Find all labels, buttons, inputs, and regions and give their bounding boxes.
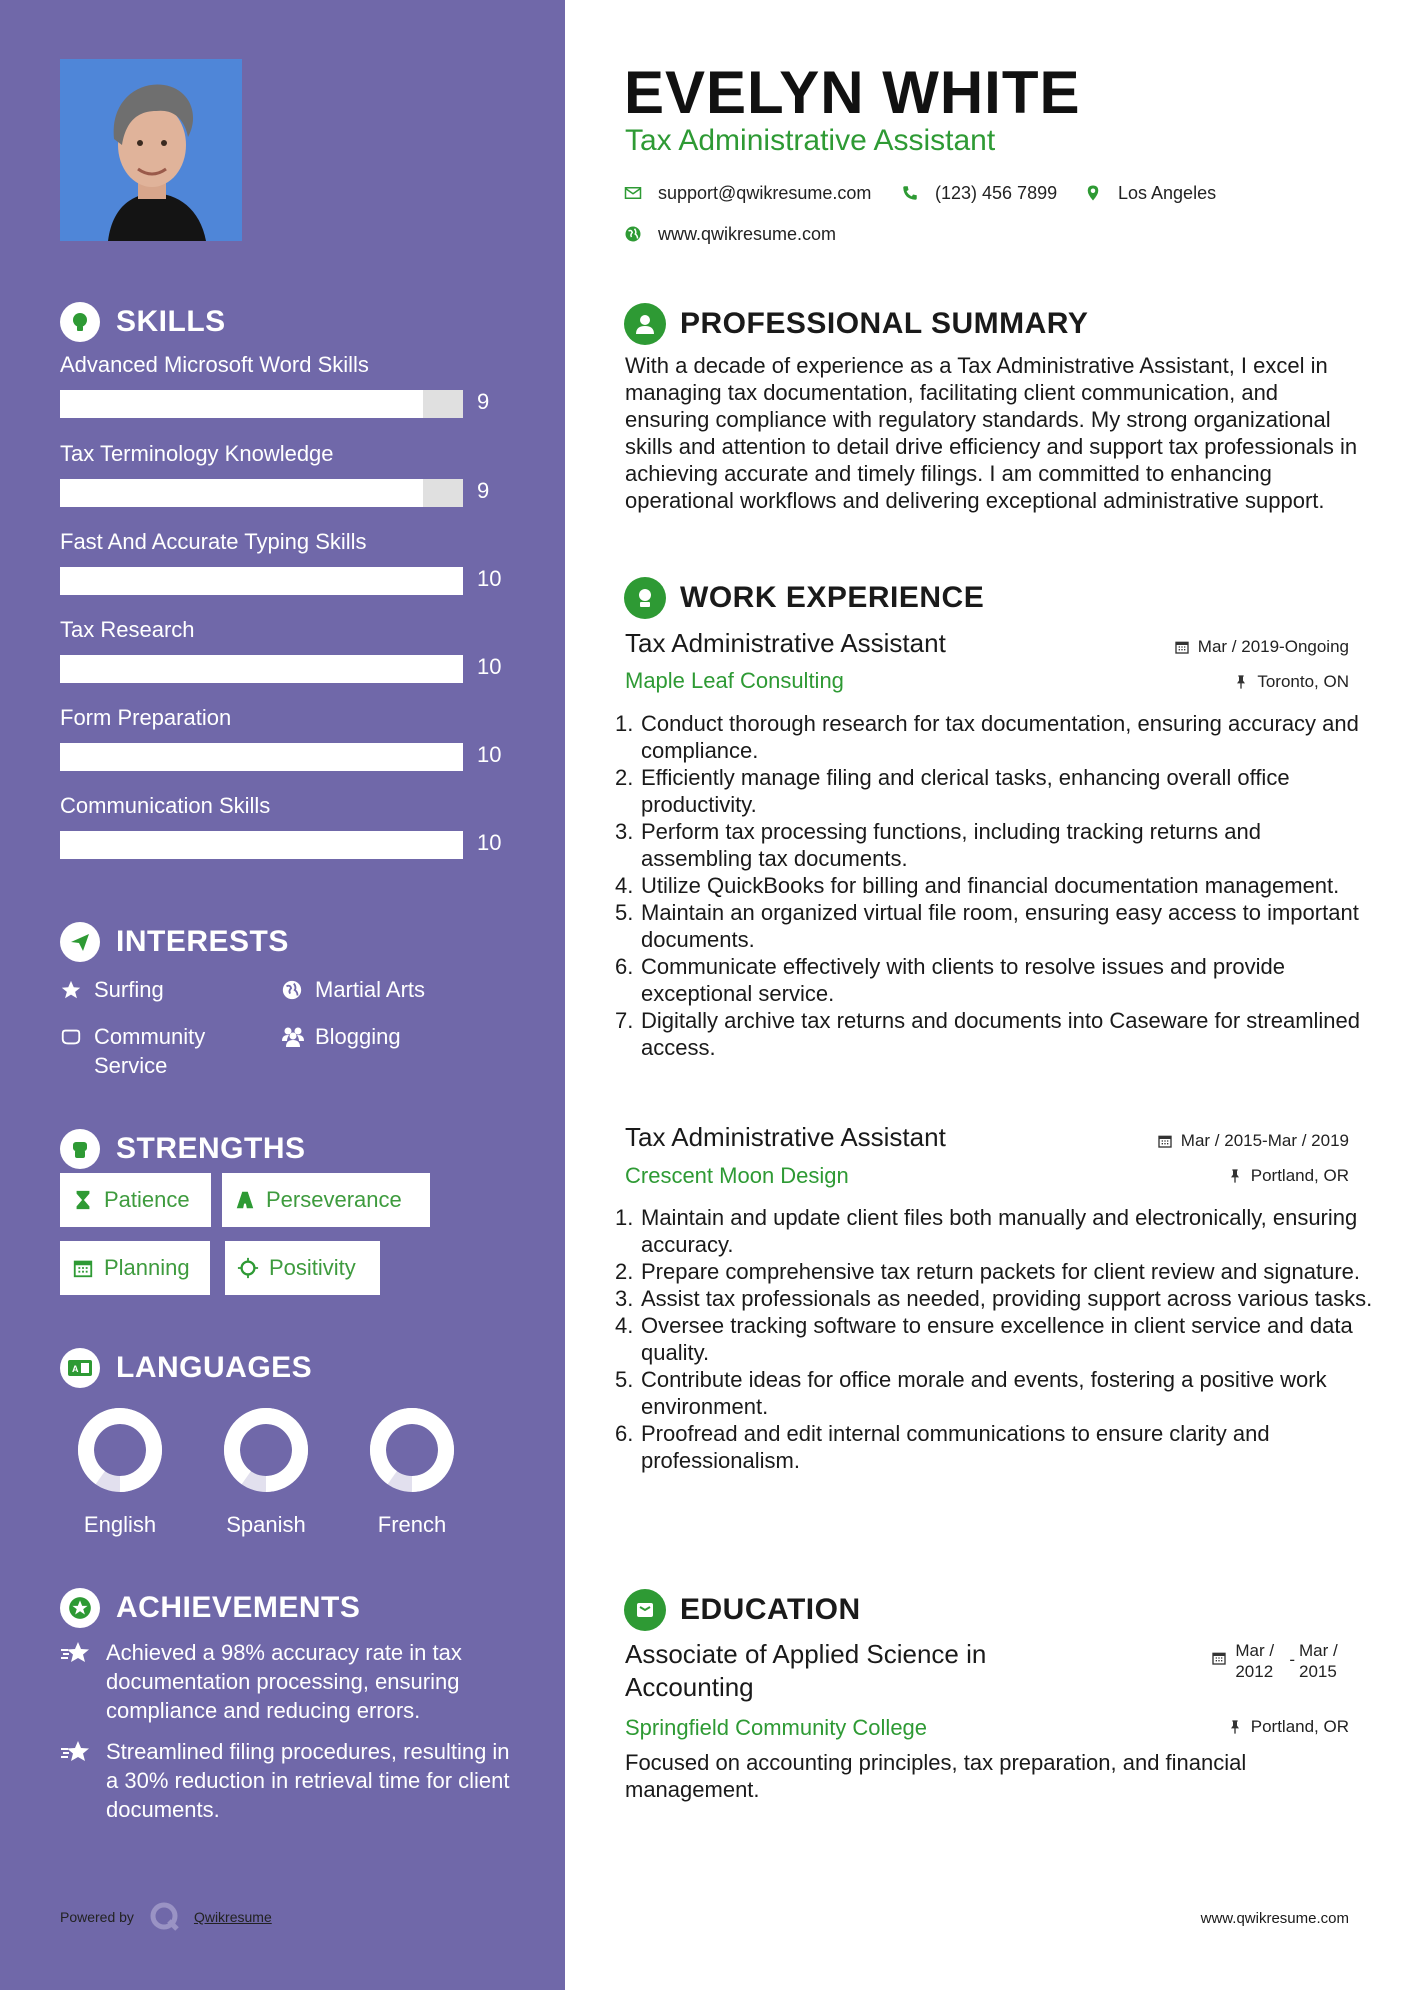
contact-website[interactable] bbox=[624, 222, 836, 246]
star-badge-icon bbox=[60, 1737, 92, 1766]
language-donut bbox=[70, 1400, 170, 1500]
bullet-number: 6. bbox=[615, 1421, 634, 1446]
skills-title: SKILLS bbox=[116, 305, 226, 338]
candidate-name: EVELYN WHITE bbox=[624, 59, 1081, 126]
contact-email[interactable] bbox=[624, 181, 871, 205]
job-dates-text: Mar / 2015-Mar / 2019 bbox=[1180, 1131, 1349, 1150]
powered-by bbox=[60, 1900, 272, 1934]
job-bullet bbox=[615, 1312, 1375, 1366]
experience-heading bbox=[624, 576, 984, 620]
paper-plane-icon bbox=[60, 922, 100, 962]
bullet-number: 1. bbox=[615, 1205, 634, 1230]
interests-title: INTERESTS bbox=[116, 925, 289, 958]
job-bullet bbox=[615, 953, 1375, 1007]
star-badge-icon bbox=[60, 1638, 92, 1667]
job-bullet bbox=[615, 1258, 1375, 1285]
experience-title: WORK EXPERIENCE bbox=[680, 581, 985, 614]
lightbulb-icon bbox=[60, 302, 100, 342]
education-start: Mar / 2012 bbox=[1235, 1641, 1275, 1681]
powered-by-label: Powered by bbox=[60, 1909, 134, 1925]
job-bullet bbox=[615, 764, 1375, 818]
education-description: Focused on accounting principles, tax preparation, and financial management. bbox=[625, 1750, 1247, 1802]
language-name: English bbox=[83, 1512, 157, 1537]
language-item bbox=[216, 1400, 316, 1538]
sidebar bbox=[0, 0, 565, 1990]
qwikresume-link[interactable]: Qwikresume bbox=[193, 1909, 272, 1925]
email-text: support@qwikresume.com bbox=[658, 182, 872, 203]
summary-title: PROFESSIONAL SUMMARY bbox=[680, 307, 1089, 340]
skill-value: 10 bbox=[477, 742, 502, 767]
footer-url[interactable]: www.qwikresume.com bbox=[1200, 1910, 1349, 1927]
graduation-icon bbox=[624, 1589, 666, 1631]
job-title: Tax Administrative Assistant bbox=[625, 1122, 946, 1152]
calendar-icon bbox=[1174, 639, 1190, 655]
map-pin-icon bbox=[1084, 184, 1102, 202]
job-bullet bbox=[615, 1285, 1375, 1312]
users-icon bbox=[281, 1022, 305, 1051]
calendar-icon bbox=[1211, 1650, 1227, 1666]
job-location bbox=[1227, 1166, 1349, 1186]
skill-label: Tax Research bbox=[60, 617, 195, 642]
bullet-number: 2. bbox=[615, 1259, 634, 1284]
bullet-text: Maintain and update client files both manually and electronically, ensuring accuracy. bbox=[641, 1205, 1358, 1257]
qwikresume-logo-icon bbox=[148, 1900, 182, 1934]
pushpin-icon bbox=[1227, 1719, 1243, 1735]
svg-text:A: A bbox=[72, 1364, 79, 1374]
website-text: www.qwikresume.com bbox=[658, 223, 837, 244]
skill-bar-fill bbox=[60, 479, 423, 507]
interests-heading bbox=[60, 922, 289, 962]
strengths-title: STRENGTHS bbox=[116, 1132, 306, 1165]
candidate-title: Tax Administrative Assistant bbox=[625, 124, 996, 157]
bullet-number: 4. bbox=[615, 873, 634, 898]
skill-value: 9 bbox=[477, 478, 490, 503]
skill-bar-fill bbox=[60, 390, 423, 418]
interest-label: Surfing bbox=[94, 977, 164, 1002]
road-icon bbox=[234, 1189, 256, 1211]
bullet-number: 5. bbox=[615, 1367, 634, 1392]
job-title: Tax Administrative Assistant bbox=[625, 628, 946, 658]
skill-value: 10 bbox=[477, 566, 502, 591]
job-bullet bbox=[615, 899, 1375, 953]
bullet-text: Efficiently manage filing and clerical tasks, enhancing overall office productivity. bbox=[641, 765, 1290, 817]
bullet-text: Contribute ideas for office morale and events, fostering a positive work environment. bbox=[641, 1367, 1327, 1419]
date-separator: - bbox=[1289, 1650, 1295, 1669]
skill-label: Advanced Microsoft Word Skills bbox=[60, 352, 369, 377]
globe-icon bbox=[281, 975, 305, 1004]
bullet-number: 6. bbox=[615, 954, 634, 979]
achievement-text: Achieved a 98% accuracy rate in tax documentation processing, ensuring compliance and reducing errors. bbox=[106, 1640, 462, 1723]
language-donut bbox=[362, 1400, 462, 1500]
summary-heading bbox=[624, 302, 1088, 346]
skill-bar-fill bbox=[60, 743, 463, 771]
job-bullet bbox=[615, 710, 1375, 764]
language-name: Spanish bbox=[226, 1512, 306, 1537]
language-item bbox=[362, 1400, 462, 1538]
bullet-number: 5. bbox=[615, 900, 634, 925]
briefcase-icon bbox=[624, 577, 666, 619]
language-donut-fill bbox=[378, 1416, 446, 1484]
skill-bar bbox=[60, 390, 463, 418]
skill-bar bbox=[60, 831, 463, 859]
job-company: Crescent Moon Design bbox=[625, 1163, 849, 1188]
bullet-text: Utilize QuickBooks for billing and financial documentation management. bbox=[641, 873, 1340, 898]
strengths-heading bbox=[60, 1129, 306, 1169]
bullet-text: Communicate effectively with clients to resolve issues and provide exceptional service. bbox=[641, 954, 1286, 1006]
bullet-number: 4. bbox=[615, 1313, 634, 1338]
bullet-text: Maintain an organized virtual file room, ensuring easy access to important documents. bbox=[641, 900, 1359, 952]
job-dates bbox=[1157, 1131, 1349, 1151]
skill-value: 9 bbox=[477, 389, 490, 414]
skills-heading bbox=[60, 302, 226, 342]
language-name: French bbox=[377, 1512, 447, 1537]
language-donut-fill bbox=[232, 1416, 300, 1484]
strength-label: Patience bbox=[104, 1187, 190, 1212]
strength-positivity bbox=[225, 1241, 380, 1295]
job-bullet bbox=[615, 1204, 1375, 1258]
skill-bar bbox=[60, 743, 463, 771]
job-company: Maple Leaf Consulting bbox=[625, 668, 844, 693]
education-end: Mar / 2015 bbox=[1299, 1641, 1338, 1681]
job-bullet bbox=[615, 1007, 1375, 1061]
interest-label: Martial Arts bbox=[315, 977, 426, 1002]
bullet-number: 3. bbox=[615, 1286, 634, 1311]
bullet-text: Prepare comprehensive tax return packets for client review and signature. bbox=[641, 1259, 1361, 1284]
education-title: EDUCATION bbox=[680, 1593, 861, 1626]
skill-value: 10 bbox=[477, 654, 502, 679]
job-dates bbox=[1174, 637, 1349, 657]
bullet-number: 2. bbox=[615, 765, 634, 790]
hourglass-icon bbox=[72, 1189, 94, 1211]
contact-location bbox=[1084, 181, 1216, 205]
education-degree: Associate of Applied Science in Accounting bbox=[625, 1639, 987, 1702]
bullet-text: Assist tax professionals as needed, providing support across various tasks. bbox=[641, 1286, 1373, 1311]
bullet-text: Perform tax processing functions, including tracking returns and assembling tax documents. bbox=[641, 819, 1261, 871]
profile-photo bbox=[60, 59, 242, 241]
user-icon bbox=[624, 303, 666, 345]
interest-item bbox=[281, 1022, 481, 1051]
award-icon bbox=[60, 1588, 100, 1628]
skill-bar-fill bbox=[60, 567, 463, 595]
skill-bar-fill bbox=[60, 655, 463, 683]
phone-text: (123) 456 7899 bbox=[935, 182, 1058, 203]
interest-item bbox=[60, 975, 260, 1004]
job-bullet bbox=[615, 1420, 1375, 1474]
skill-label: Tax Terminology Knowledge bbox=[60, 441, 334, 466]
strength-label: Positivity bbox=[269, 1255, 356, 1280]
job-bullet bbox=[615, 1366, 1375, 1420]
main-content bbox=[565, 0, 1407, 1990]
strength-perseverance bbox=[222, 1173, 430, 1227]
job-location bbox=[1233, 672, 1349, 692]
achievement-text: Streamlined filing procedures, resulting in a 30% reduction in retrieval time for client documents. bbox=[106, 1739, 510, 1822]
language-icon bbox=[60, 1348, 100, 1388]
interest-item bbox=[60, 1022, 260, 1080]
bullet-text: Proofread and edit internal communications to ensure clarity and professionalism. bbox=[641, 1421, 1270, 1473]
achievements-title: ACHIEVEMENTS bbox=[116, 1591, 361, 1624]
job-dates-text: Mar / 2019-Ongoing bbox=[1197, 637, 1349, 656]
skill-value: 10 bbox=[477, 830, 502, 855]
job-bullets bbox=[615, 710, 1375, 1061]
star-icon bbox=[60, 975, 84, 1004]
skill-bar bbox=[60, 655, 463, 683]
pushpin-icon bbox=[1227, 1168, 1243, 1184]
job-location-text: Toronto, ON bbox=[1257, 672, 1349, 691]
achievement-item bbox=[60, 1638, 510, 1725]
hand-icon bbox=[60, 1022, 84, 1051]
phone-icon bbox=[901, 184, 919, 202]
achievement-item bbox=[60, 1737, 510, 1824]
strength-planning bbox=[60, 1241, 210, 1295]
skill-label: Form Preparation bbox=[60, 705, 232, 730]
strength-label: Perseverance bbox=[266, 1187, 402, 1212]
job-bullets bbox=[615, 1204, 1375, 1474]
skill-bar-fill bbox=[60, 831, 463, 859]
skill-label: Communication Skills bbox=[60, 793, 271, 818]
education-location bbox=[1227, 1717, 1349, 1737]
job-bullet bbox=[615, 872, 1375, 899]
strength-patience bbox=[60, 1173, 211, 1227]
education-heading bbox=[624, 1588, 861, 1632]
summary-text: With a decade of experience as a Tax Administrative Assistant, I excel in managing tax documentation, facilitating client communication, and ensuring compliance with regulatory standards. My strong organizational skills and attention to detail drive efficiency and support tax professionals in achieving accurate and timely filings. I am committed to enhancing operational workflows and delivering exceptional administrative support. bbox=[625, 353, 1358, 513]
skill-label: Fast And Accurate Typing Skills bbox=[60, 529, 367, 554]
bullet-number: 3. bbox=[615, 819, 634, 844]
location-text: Los Angeles bbox=[1118, 182, 1217, 203]
job-bullet bbox=[615, 818, 1375, 872]
strength-label: Planning bbox=[104, 1255, 190, 1280]
education-location-text: Portland, OR bbox=[1250, 1717, 1349, 1736]
education-school: Springfield Community College bbox=[625, 1715, 928, 1740]
achievements-heading bbox=[60, 1588, 360, 1628]
calendar-icon bbox=[72, 1257, 94, 1279]
language-donut bbox=[216, 1400, 316, 1500]
interest-item bbox=[281, 975, 481, 1004]
bullet-number: 7. bbox=[615, 1008, 634, 1033]
globe-icon bbox=[624, 225, 642, 243]
envelope-icon bbox=[624, 184, 642, 202]
language-donut-fill bbox=[86, 1416, 154, 1484]
contact-phone[interactable] bbox=[901, 181, 1057, 205]
interest-label: Blogging bbox=[315, 1024, 401, 1049]
bullet-text: Oversee tracking software to ensure excellence in client service and data quality. bbox=[641, 1313, 1353, 1365]
pushpin-icon bbox=[1233, 674, 1249, 690]
skill-bar bbox=[60, 479, 463, 507]
bullet-text: Digitally archive tax returns and documents into Caseware for streamlined access. bbox=[641, 1008, 1360, 1060]
sun-icon bbox=[237, 1257, 259, 1279]
bullet-number: 1. bbox=[615, 711, 634, 736]
bullet-text: Conduct thorough research for tax documentation, ensuring accuracy and compliance. bbox=[641, 711, 1359, 763]
languages-title: LANGUAGES bbox=[116, 1351, 313, 1384]
calendar-icon bbox=[1157, 1133, 1173, 1149]
skill-bar bbox=[60, 567, 463, 595]
interest-label: Community Service bbox=[94, 1024, 206, 1078]
languages-heading bbox=[60, 1348, 312, 1388]
education-dates bbox=[1211, 1640, 1349, 1682]
language-item bbox=[70, 1400, 170, 1538]
fist-icon bbox=[60, 1129, 100, 1169]
job-location-text: Portland, OR bbox=[1250, 1166, 1349, 1185]
